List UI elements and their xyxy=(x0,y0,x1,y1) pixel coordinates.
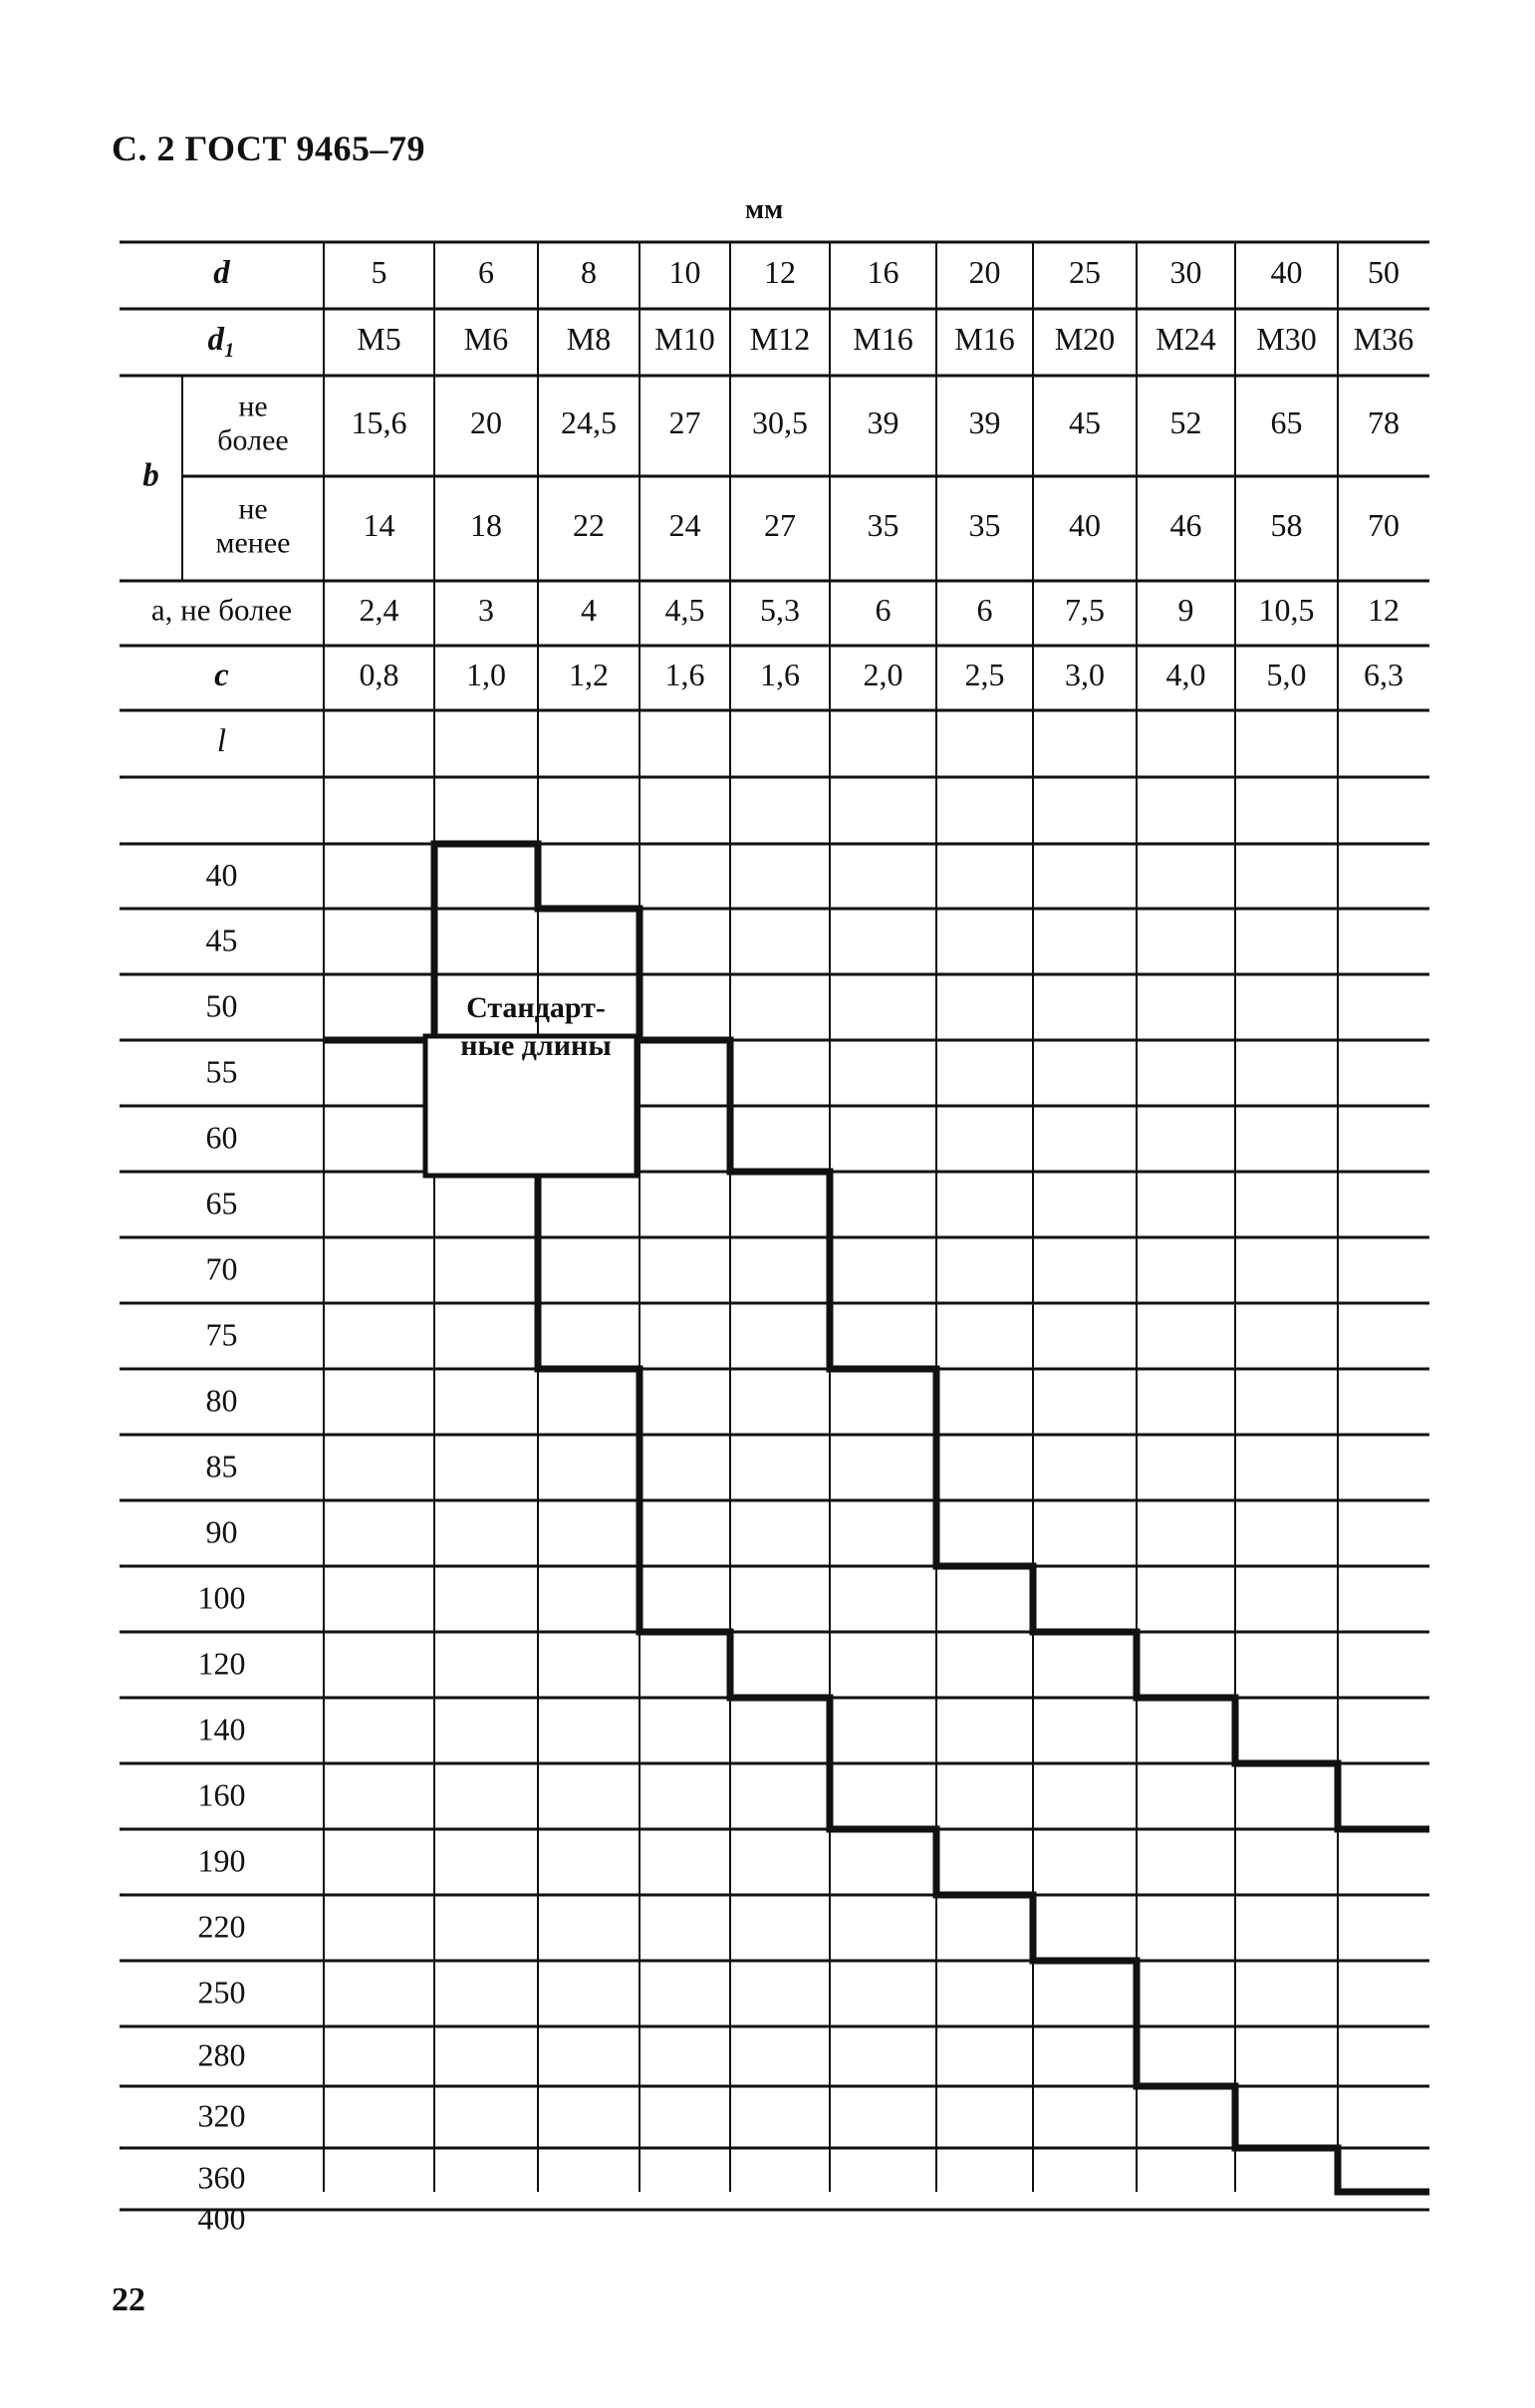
b-min-value: 22 xyxy=(573,506,605,543)
d1-value: М36 xyxy=(1353,320,1414,357)
b-max-value: 20 xyxy=(470,403,502,440)
l-value: 400 xyxy=(197,2200,246,2237)
a-value: 7,5 xyxy=(1065,591,1105,628)
row-label-b-min: менее xyxy=(215,526,291,560)
d1-value: М20 xyxy=(1054,320,1116,357)
l-value: 360 xyxy=(197,2159,246,2196)
b-min-value: 40 xyxy=(1069,506,1101,543)
a-value: 9 xyxy=(1177,591,1194,628)
b-min-value: 18 xyxy=(470,506,502,543)
d-value: 8 xyxy=(581,253,597,290)
row-label-b: b xyxy=(142,457,159,494)
l-value: 160 xyxy=(197,1776,246,1813)
a-value: 6 xyxy=(875,591,892,628)
b-max-value: 27 xyxy=(668,403,701,440)
row-label-b-min: не xyxy=(238,492,268,526)
d1-value: М16 xyxy=(954,320,1015,357)
page-number: 22 xyxy=(112,2281,145,2318)
l-value: 100 xyxy=(197,1579,246,1616)
d-value: 30 xyxy=(1169,253,1202,290)
d1-value: М12 xyxy=(749,320,811,357)
row-label-l: l xyxy=(216,723,227,760)
row-label-d: d xyxy=(213,255,230,292)
a-value: 4,5 xyxy=(664,591,705,628)
d-value: 20 xyxy=(968,253,1001,290)
l-value: 85 xyxy=(205,1448,238,1484)
b-max-value: 65 xyxy=(1270,403,1303,440)
l-value: 250 xyxy=(197,1974,246,2010)
b-max-value: 15,6 xyxy=(351,403,407,440)
l-value: 60 xyxy=(205,1119,238,1156)
d-value: 16 xyxy=(867,253,899,290)
d-value: 10 xyxy=(668,253,701,290)
b-min-value: 58 xyxy=(1270,506,1303,543)
row-label-b-max: более xyxy=(217,423,289,457)
unit-label: мм xyxy=(745,194,784,225)
d-value: 12 xyxy=(764,253,796,290)
c-value: 2,0 xyxy=(863,656,903,692)
l-value: 280 xyxy=(197,2036,246,2073)
row-label-b-max: не xyxy=(238,390,268,423)
d1-value: М10 xyxy=(654,320,715,357)
b-max-value: 39 xyxy=(968,403,1001,440)
l-value: 120 xyxy=(197,1645,246,1682)
c-value: 1,0 xyxy=(466,656,506,692)
row-label-c: c xyxy=(214,658,229,694)
a-value: 12 xyxy=(1368,591,1400,628)
c-value: 0,8 xyxy=(359,656,399,692)
d-value: 50 xyxy=(1368,253,1400,290)
l-value: 80 xyxy=(205,1382,238,1419)
c-value: 1,2 xyxy=(569,656,609,692)
l-value: 55 xyxy=(205,1053,238,1090)
standard-lengths-text: Стандарт- ные длины xyxy=(460,991,612,1062)
l-value: 190 xyxy=(197,1842,246,1879)
a-value: 6 xyxy=(976,591,993,628)
d-value: 5 xyxy=(371,253,387,290)
d-value: 6 xyxy=(478,253,494,290)
c-value: 5,0 xyxy=(1266,656,1307,692)
b-max-value: 30,5 xyxy=(752,403,808,440)
l-value: 45 xyxy=(205,922,238,958)
a-value: 2,4 xyxy=(359,591,399,628)
l-value: 140 xyxy=(197,1711,246,1747)
d1-value: М5 xyxy=(357,320,401,357)
c-value: 6,3 xyxy=(1364,656,1404,692)
l-value: 40 xyxy=(205,856,238,893)
b-max-value: 52 xyxy=(1169,403,1202,440)
l-value: 320 xyxy=(197,2097,246,2134)
b-min-value: 46 xyxy=(1169,506,1202,543)
b-min-value: 14 xyxy=(363,506,395,543)
d1-value: М16 xyxy=(853,320,913,357)
c-value: 4,0 xyxy=(1165,656,1206,692)
b-min-value: 70 xyxy=(1368,506,1400,543)
d1-value: М24 xyxy=(1155,320,1216,357)
d-value: 25 xyxy=(1069,253,1101,290)
a-value: 3 xyxy=(478,591,494,628)
c-value: 3,0 xyxy=(1065,656,1105,692)
d-value: 40 xyxy=(1270,253,1303,290)
l-value: 75 xyxy=(205,1316,238,1353)
c-value: 2,5 xyxy=(964,656,1005,692)
standard-range-lower-boundary xyxy=(434,1172,1429,2192)
document-header: С. 2 ГОСТ 9465–79 xyxy=(112,129,425,168)
b-max-value: 24,5 xyxy=(561,403,617,440)
c-value: 1,6 xyxy=(760,656,800,692)
standard-lengths-label xyxy=(430,989,641,1065)
l-value: 90 xyxy=(205,1513,238,1550)
c-value: 1,6 xyxy=(664,656,705,692)
l-value: 220 xyxy=(197,1908,246,1945)
b-max-value: 78 xyxy=(1368,403,1400,440)
b-min-value: 35 xyxy=(867,506,899,543)
l-value: 70 xyxy=(205,1250,238,1287)
a-value: 4 xyxy=(581,591,597,628)
a-value: 10,5 xyxy=(1258,591,1315,628)
l-value: 50 xyxy=(205,987,238,1024)
b-min-value: 27 xyxy=(764,506,796,543)
row-label-d1: d₁ xyxy=(207,322,236,359)
b-max-value: 39 xyxy=(867,403,899,440)
d1-value: М6 xyxy=(463,320,509,357)
b-min-value: 35 xyxy=(968,506,1001,543)
l-value: 65 xyxy=(205,1185,238,1221)
a-value: 5,3 xyxy=(760,591,800,628)
b-min-value: 24 xyxy=(668,506,701,543)
d1-value: М30 xyxy=(1256,320,1317,357)
b-max-value: 45 xyxy=(1069,403,1101,440)
d1-value: М8 xyxy=(566,320,612,357)
row-label-a: a, не более xyxy=(150,592,293,628)
